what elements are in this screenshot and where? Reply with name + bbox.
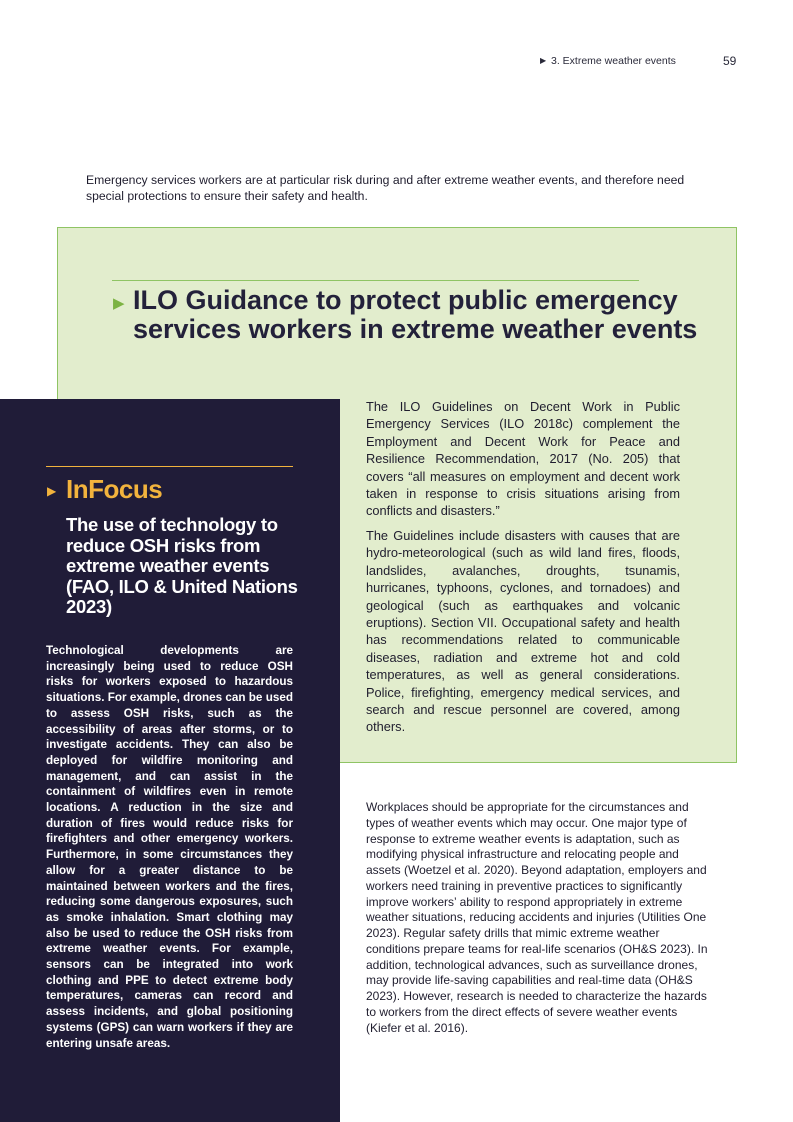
infocus-label: InFocus <box>66 474 163 504</box>
infocus-divider <box>46 466 293 467</box>
guidance-title-bold: ILO Guidance <box>133 285 309 315</box>
running-header <box>540 54 740 70</box>
guidance-triangle-icon: ▶ <box>113 295 125 312</box>
guidance-title <box>133 286 713 344</box>
guidance-paragraph-2: The Guidelines include disasters with causes that are hydro-meteorological (such as wild land fires, floods, landslides, avalanches, droughts, tsunamis, hurricanes, typhoons, cyclones, and tornadoes) and geological (such as earthquakes and volcanic eruptions). Section VII. Occupational safety and health has recommendations related to communicable diseases, radiation and extreme hot and cold temperatures, as well as general considerations. Police, firefighting, emergency medical services, and search and rescue personnel are covered, among others. <box>366 528 680 735</box>
workplaces-paragraph: Workplaces should be appropriate for the circumstances and types of weather events which may occur. One major type of response to extreme weather events is adaptation, such as modifying physical infrastructure and relocating people and assets (Woetzel et al. 2020). Beyond adaptation, employers and workers need training in preventive practices to significantly improve workers’ ability to respond appropriately in extreme weather situations, reducing accidents and injuries (Utilities One 2023). Regular safety drills that mimic extreme weather conditions prepare teams for real-life scenarios (OH&S 2023). In addition, technological advances, such as surveillance drones, may provide life-saving capabilities and real-time data (OH&S 2023). However, research is needed to characterize the hazards to workers from the direct effects of severe weather events (Kiefer et al. 2016). <box>366 800 708 1035</box>
infocus-triangle-icon: ▶ <box>47 484 57 498</box>
guidance-divider <box>112 280 639 281</box>
guidance-paragraph-1: The ILO Guidelines on Decent Work in Public Emergency Services (ILO 2018c) complement the Employment and Decent Work for Peace and Resilience Recommendation, 2017 (No. 205) that covers “all measures on employment and decent work taken in response to crisis situations arising from conflicts and disasters.” <box>366 399 680 519</box>
intro-paragraph: Emergency services workers are at particular risk during and after extreme weather events, and therefore need special protections to ensure their safety and health. <box>86 173 685 203</box>
infocus-subtitle: The use of technology to reduce OSH risks from extreme weather events (FAO, ILO & United Nations 2023) <box>66 514 298 617</box>
guidance-title-rest: to protect public emergency services workers in extreme weather events <box>133 285 698 344</box>
header-section-title: 3. Extreme weather events <box>551 55 676 67</box>
header-triangle-icon: ▶ <box>540 56 547 65</box>
page-number: 59 <box>723 54 737 68</box>
infocus-body: Technological developments are increasingly being used to reduce OSH risks for workers exposed to hazardous situations. For example, drones can be used to assess OSH risks, such as the accessibility of areas after storms, or to investigate accidents. They can also be deployed for wildfire monitoring and management, and can assist in the containment of wildfires even in remote locations. A reduction in the size and duration of fires would reduce risks for firefighters and other emergency workers. Furthermore, in some circumstances they allow for a greater distance to be maintained between workers and the fires, reducing some dangerous exposures, such as smoke inhalation. Smart clothing may also be used to reduce the OSH risks from extreme weather events. For example, sensors can be integrated into work clothing and PPE to detect extreme body temperatures, cameras can record and assess incidents, and global positioning systems (GPS) can warn workers if they are entering unsafe areas. <box>46 644 293 1050</box>
